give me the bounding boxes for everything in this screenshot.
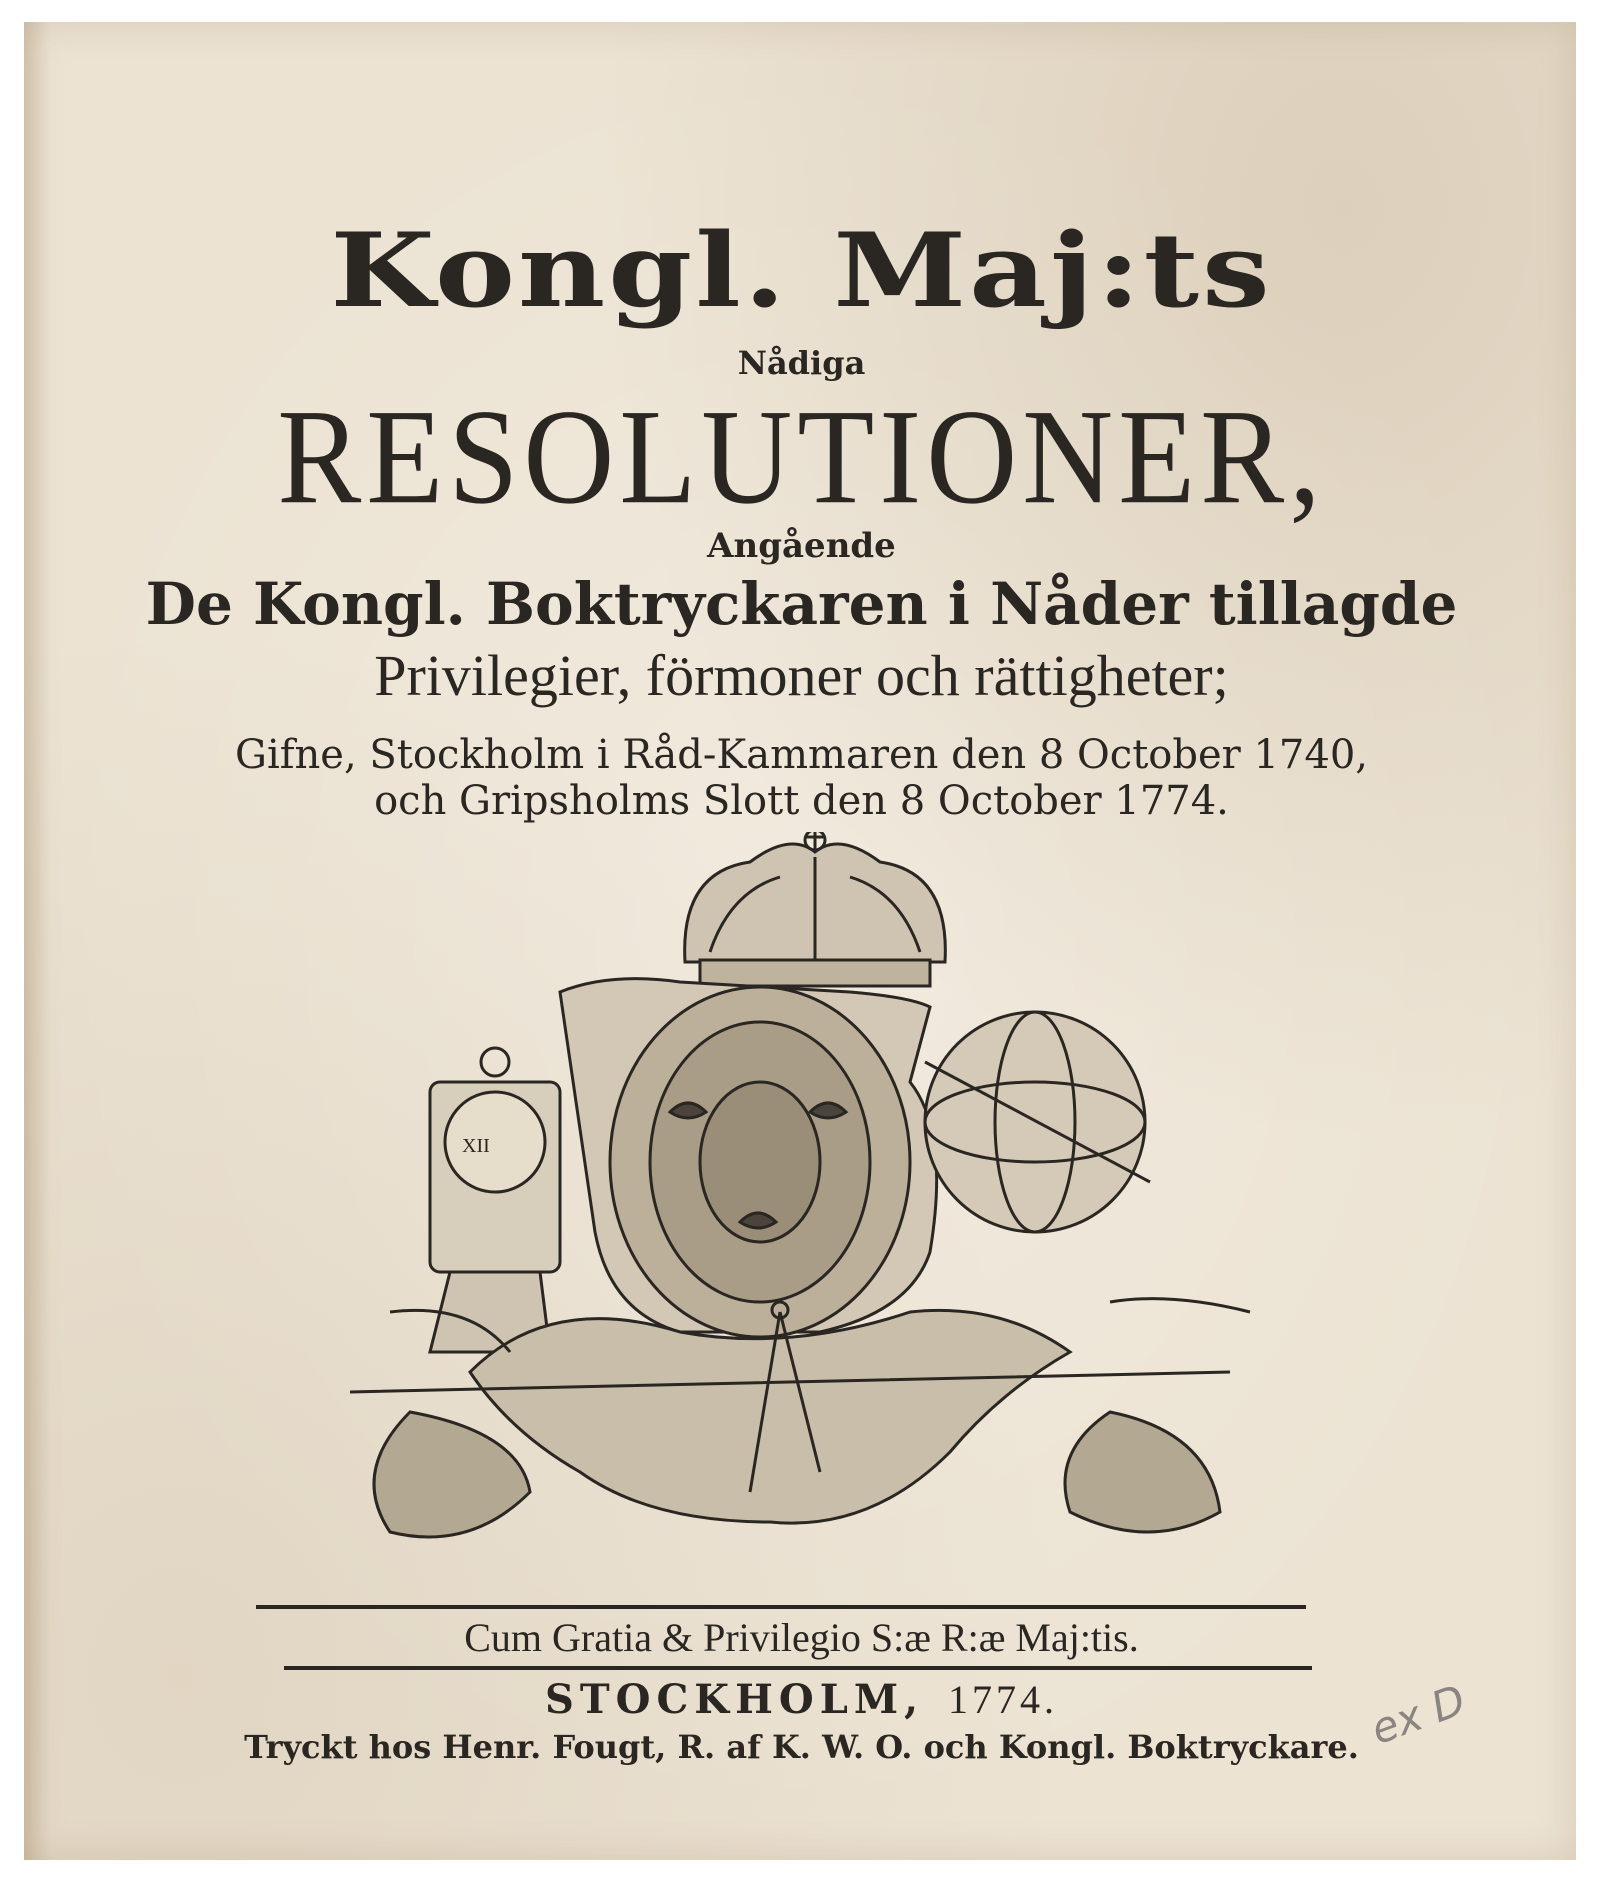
main-title: RESOLUTIONER, [277,382,1326,533]
dates-line-1: Gifne, Stockholm i Råd-Kammaren den 8 October 1740, [234,732,1368,778]
angaende-line: Angående [707,526,896,566]
armillary-sphere-icon [925,1012,1150,1232]
subtitle-nadiga: Nådiga [737,344,866,382]
royal-emblem-woodcut-icon [350,832,1280,1552]
clock-icon [430,1048,560,1352]
subject-line-1: De Kongl. Boktryckaren i Nåder tillagde [145,570,1458,638]
crown-icon [685,832,946,986]
subject-line-2: Privilegier, förmoner och rättigheter; [374,643,1229,708]
svg-text:XII: XII [462,1135,490,1157]
rule-bottom [284,1666,1312,1670]
privilege-line: Cum Gratia & Privilegio S:æ R:æ Maj:tis. [464,1615,1139,1660]
document-title: Kongl. Maj:ts [330,210,1273,331]
rule-top [256,1605,1306,1609]
place-name: STOCKHOLM, [544,1676,925,1723]
dates-line-2: och Gripsholms Slott den 8 October 1774. [374,778,1229,824]
printer-line: Tryckt hos Henr. Fougt, R. af K. W. O. och Kongl. Boktryckare. [244,1728,1359,1766]
imprint-place [0,1676,1603,1723]
imprint-year: 1774. [948,1677,1059,1722]
shield-icon [560,979,937,1337]
pencil-annotation: ex D [1364,1674,1472,1755]
